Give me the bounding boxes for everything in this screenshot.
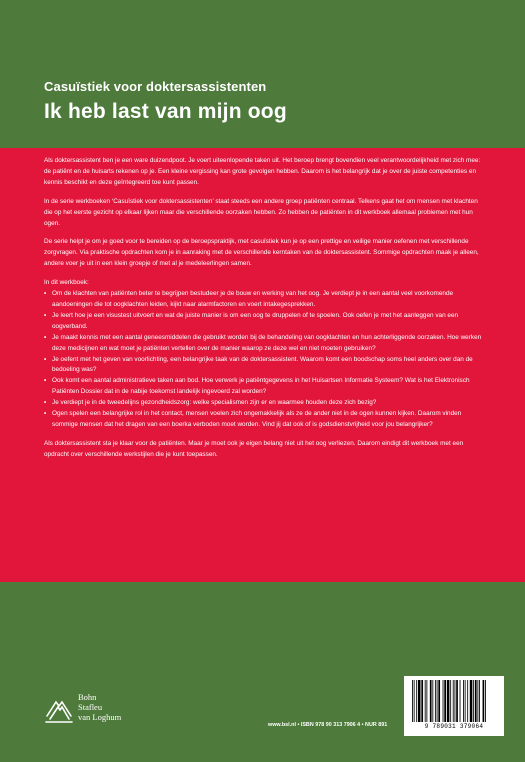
book-title: Ik heb last van mijn oog	[44, 100, 287, 123]
barcode-bar	[467, 680, 468, 722]
list-intro: In dit werkboek:	[44, 279, 89, 287]
list-item-text: Ogen spelen een belangrijke rol in het contact, mensen voelen zich ongemakkelijk als ze de ander niet in de ogen kunnen kijken. Daarom vinden sommige mensen dat het dragen van een boerka verboden moet worden. Vind jij dat ook of is godsdienstvrijheid voor jou belangrijker?	[52, 410, 462, 428]
barcode-bar	[465, 680, 466, 722]
publisher-line: Bohn	[78, 692, 97, 702]
bullet-icon: •	[44, 311, 47, 319]
closing-paragraph: Als doktersassistent sta je klaar voor de patiënten. Maar je moet ook je eigen belang niet uit het oog verliezen. Daarom eindigt dit werkboek met een opdracht over verschillende werkstijlen die je kunt toepassen.	[44, 439, 464, 458]
barcode-bar	[435, 680, 436, 722]
bullet-icon: •	[44, 355, 47, 363]
publisher-line: van Loghum	[78, 712, 122, 722]
barcode-bar	[460, 680, 461, 722]
barcode-bar	[455, 680, 456, 722]
barcode-bar	[447, 680, 450, 722]
paragraph: Als doktersassistent ben je een ware duizendpoot. Je voert uiteenlopende taken uit. Het beroep brengt bovendien veel verantwoordelijkheid met zich mee: de patiënt en de huisarts rekenen op je. Een kleine vergissing kan grote gevolgen hebben. Daarom is het belangrijk dat je over de juiste competenties en kennis beschikt en deze geïntegreerd toe kunt passen.	[44, 157, 481, 186]
list-item-text: Je oefent met het geven van voorlichting, een belangrijke taak van de doktersassistent. Waarom komt een boodschap soms heel anders over dan de bedoeling was?	[52, 355, 473, 374]
bullet-icon: •	[44, 377, 47, 385]
barcode-bar	[432, 680, 433, 722]
barcode-bar	[414, 680, 415, 722]
list-item	[44, 311, 484, 333]
list-item	[44, 398, 484, 409]
barcode-bar	[437, 680, 438, 722]
isbn-info: www.bsl.nl • ISBN 978 90 313 7906 4 • NUR 891	[268, 722, 388, 728]
bsl-logo-icon	[44, 694, 74, 724]
barcode-bar	[438, 680, 440, 722]
bullet-list	[44, 289, 484, 431]
barcode-bar	[450, 680, 451, 722]
barcode-bar	[421, 680, 423, 722]
list-item-text: Je maakt kennis met een aantal geneesmiddelen die gebruikt worden bij de behandeling van oogklachten en hun achterliggende oorzaken. Hoe werken deze medicijnen en wat moet je patiënten vertellen over de manier waarop ze deze wel en niet moeten gebruiken?	[52, 333, 482, 352]
barcode	[404, 676, 504, 736]
barcode-bar	[416, 680, 417, 722]
bullet-icon: •	[44, 399, 47, 407]
barcode-bar	[418, 680, 421, 722]
paragraph: In de serie werkboeken ‘Casuïstiek voor doktersassistenten’ staat steeds een andere groep patiënten centraal. Telkens gaat het om mensen met klachten die op het eerste gezicht op elkaar lijken maar die verschillende oorzaken hebben. Zo hebben de patiënten in dit werkboek allemaal problemen met hun ogen.	[44, 197, 478, 227]
barcode-bar	[485, 680, 486, 722]
barcode-bar	[456, 680, 458, 722]
barcode-bar	[483, 680, 485, 722]
barcode-number: 9 789031 379064	[424, 723, 484, 730]
barcode-bar	[443, 680, 444, 722]
bullet-icon: •	[44, 333, 47, 341]
top-green-band	[0, 0, 525, 148]
paragraph: De serie helpt je om je goed voor te bereiden op de beroepspraktijk, met casuïstiek kun je op een prettige en veilige manier oefenen met verschillende zorgvragen. Via praktische opdrachten kom je in aanraking met de verschillende kerntaken van de doktersassistent. Sommige opdrachten maak je alleen, andere voer je uit in een klein groepje of met al je medeleerlingen samen.	[44, 238, 479, 268]
series-title: Casuïstiek voor doktersassistenten	[44, 79, 267, 94]
barcode-bar	[430, 680, 432, 722]
barcode-bars	[412, 680, 498, 722]
barcode-bar	[470, 680, 473, 722]
barcode-bar	[412, 680, 413, 722]
barcode-bar	[426, 680, 427, 722]
blurb-text	[44, 156, 484, 469]
list-item-text: Je verdiept je in de tweedelijns gezondheidszorg: welke specialismen zijn er en waarmee houden deze zich bezig?	[52, 399, 377, 407]
barcode-bar	[477, 680, 478, 722]
list-item	[44, 289, 484, 311]
list-item-text: Om de klachten van patiënten beter te begrijpen bestudeer je de bouw en werking van het oog. Je verdiept je in een aantal veel voorkomende aandoeningen die tot oogklachten leiden, kijkt naar alarmfactoren en voert intakegesprekken.	[52, 290, 454, 308]
barcode-bar	[473, 680, 474, 722]
barcode-bar	[463, 680, 464, 722]
list-item	[44, 355, 484, 377]
publisher-name	[78, 692, 121, 722]
bullet-icon: •	[44, 410, 47, 418]
barcode-bar	[479, 680, 480, 722]
list-item	[44, 333, 484, 355]
barcode-bar	[475, 680, 477, 722]
bullet-icon: •	[44, 290, 47, 298]
list-item	[44, 409, 484, 431]
barcode-bar	[453, 680, 454, 722]
publisher-line: Stafleu	[78, 702, 103, 712]
list-item-text: Je leert hoe je een visustest uitvoert en wat de juiste manier is om een oog te druppelen of te spoelen. Ook oefen je met het aanleggen van een oogverband.	[52, 311, 459, 330]
barcode-bar	[425, 680, 426, 722]
publisher-logo	[44, 692, 164, 732]
list-item-text: Ook komt een aantal administratieve taken aan bod. Hoe verwerk je patiëntgegevens in het Huisartsen Informatie Systeem? Wat is het Elektronisch Patiënten Dossier dat in de nabije toekomst landelijk ingevoerd zal worden?	[52, 377, 470, 396]
barcode-bar	[444, 680, 446, 722]
list-item	[44, 376, 484, 398]
